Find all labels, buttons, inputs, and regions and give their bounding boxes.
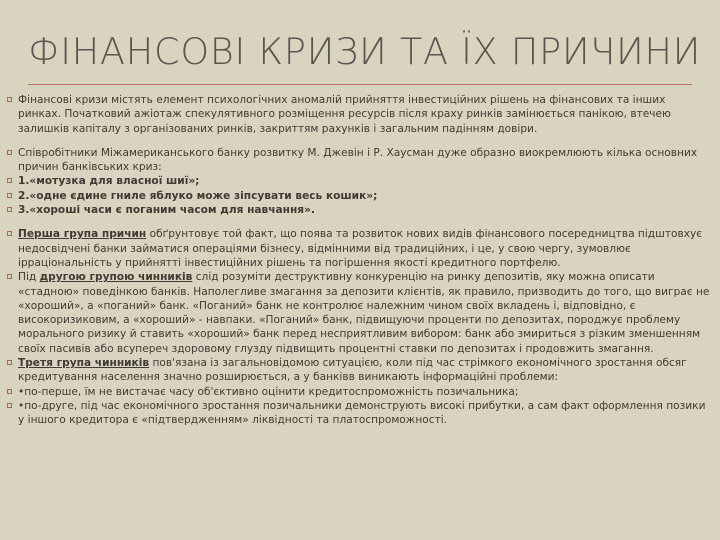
bullet-group2: Під другою групою чинників слід розуміти деструктивну конкуренцію на ринку депозитів, яку можна описати «стадною» поведінкою банків. Наполегливе змагання за депозити клієнтів, як правило, призводить до того, що виграє не «хороший», а «поганий» банк. «Поганий» банк не контролює належним чином своїх вкладень і, відповідно, є високоризиковим, а «хороший» - навпаки. «Поганий» банк, підвищуючи проценти по депозитах, породжує проблему морального ризику й ставить «хороший» банк перед несприятливим вибором: банк або змириться з різким зменшенням своїх пасивів або всупереч здоровому глузду підвищить процентні ставки по депозитах і продовжить змагання. xyxy=(6,270,710,356)
bullet-intro xyxy=(6,93,710,136)
square-bullet-icon xyxy=(7,274,12,279)
square-bullet-icon xyxy=(7,97,12,102)
square-bullet-icon xyxy=(7,193,12,198)
cause-item-3: 3.«хороші часи є поганим часом для навчання». xyxy=(6,203,710,217)
square-bullet-icon xyxy=(7,150,12,155)
group1-lead: Перша група причин xyxy=(18,228,147,241)
cause-item-2: 2.«одне єдине гниле яблуко може зіпсувати весь кошик»; xyxy=(6,189,710,203)
slide-title: ФІНАНСОВІ КРИЗИ ТА ЇХ ПРИЧИНИ xyxy=(28,30,702,73)
square-bullet-icon xyxy=(7,231,12,236)
slide-body xyxy=(6,93,710,428)
bullet-group3 xyxy=(6,356,710,385)
group2-text: слід розуміти деструктивну конкуренцію на ринку депозитів, яку можна описати «стадною» поведінкою банків. Наполегливе змагання за депозити клієнтів, як правило, призводить до того, що виграє не «хороший», а «поганий» банк. «Поганий» банк не контролює належним чином своїх вкладень і, відповідно, є високоризиковим, а «хороший» - навпаки. «Поганий» банк, підвищуючи проценти по депозитах, породжує проблему морального ризику й ставить «хороший» банк перед несприятливим вибором: банк або змириться з різким зменшенням своїх пасивів або всупереч здоровому глузду підвищить процентні ставки по депозитах і продовжить змагання. xyxy=(18,271,710,355)
group1-text: обґрунтовує той факт, що поява та розвиток нових видів фінансового посередництва підштовхує недосвідчені банки займатися операціями бізнесу, відмінними від традиційних, і це, у свою чергу, зумовлює ірраціональність у прийнятті інвестиційних рішень та погіршення якості кредитного портфелю. xyxy=(18,228,703,269)
group3-text: пов'язана із загальновідомою ситуацією, коли під час стрімкого економічного зростання обсяг кредитування населення значно розширюється, а у банківв виникають інформаційні проблеми: xyxy=(18,357,687,384)
group3-lead: Третя група чинників xyxy=(18,357,150,370)
group2-lead: другою групою чинників xyxy=(39,271,193,284)
square-bullet-icon xyxy=(7,389,12,394)
square-bullet-icon xyxy=(7,207,12,212)
point-item-2: •по-друге, під час економічного зростання позичальники демонструють високі прибутки, а сам факт оформлення позики у іншого кредитора є «підтвердженням» ліквідності та платоспроможності. xyxy=(6,399,710,428)
intro-text: Фінансові кризи містять елемент психологічних аномалій прийняття інвестиційних рішень на фінансових та інших ринках. Початковий ажіотаж спекулятивного розміщення ресурсів після краху ринків замінюється панікою, втечею залишків капіталу з організованих ринків, закриттям рахунків і загальним падінням довіри. xyxy=(18,94,671,135)
cause-item-1: 1.«мотузка для власної шиї»; xyxy=(6,174,710,188)
square-bullet-icon xyxy=(7,178,12,183)
title-divider xyxy=(28,84,692,85)
bullet-staff-intro xyxy=(6,146,710,175)
square-bullet-icon xyxy=(7,360,12,365)
staff-intro-text: Співробітники Міжамериканського банку розвитку М. Джевін і Р. Хаусман дуже образно виокремлюють кілька основних причин банківських криз: xyxy=(18,146,698,174)
square-bullet-icon xyxy=(7,403,12,408)
bullet-group1 xyxy=(6,227,710,270)
point-item-1: •по-перше, їм не вистачає часу об'єктивно оцінити кредитоспроможність позичальника; xyxy=(6,385,710,399)
